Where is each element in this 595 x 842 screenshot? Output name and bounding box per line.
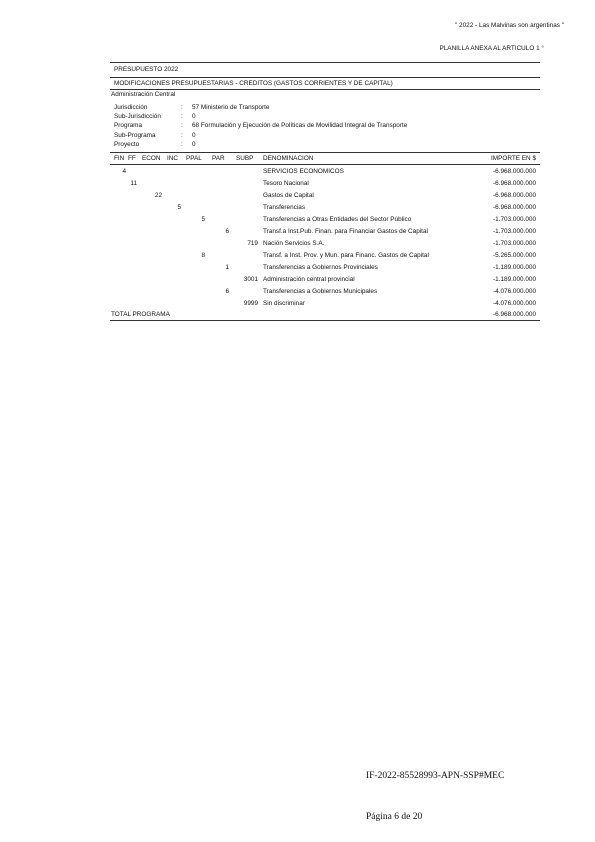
row-importe: -1.703.000.000: [493, 228, 536, 235]
row-importe: -6.968.000.000: [493, 192, 536, 199]
col-ff: FF: [128, 155, 136, 162]
info-separator: :: [181, 104, 183, 111]
col-inc: INC: [167, 155, 179, 162]
row-denominacion: Sin discriminar: [263, 300, 305, 307]
row-code: 8: [201, 252, 205, 259]
info-label: Programa: [114, 122, 143, 130]
page-number: Página 6 de 20: [366, 812, 423, 822]
row-code: 6: [225, 228, 229, 235]
row-denominacion: Gastos de Capital: [263, 192, 314, 199]
row-denominacion: Transferencias: [263, 204, 306, 211]
divider: [110, 77, 540, 78]
col-fin: FIN: [114, 155, 125, 162]
info-value: 57 Ministerio de Transporte: [192, 104, 270, 111]
row-importe: -4.076.000.000: [493, 300, 536, 307]
info-label: Proyecto: [114, 140, 140, 148]
info-label: Sub-Jurisdicción: [114, 113, 161, 121]
row-code: 1: [225, 264, 229, 271]
col-econ: ECON: [142, 155, 161, 162]
divider: [110, 89, 540, 90]
row-denominacion: Administración central provincial: [263, 276, 355, 283]
row-importe: -1.703.000.000: [493, 240, 536, 247]
col-subp: SUBP: [236, 155, 254, 162]
section-title: MODIFICACIONES PRESUPUESTARIAS - CREDITOS (GASTOS CORRIENTES Y DE CAPITAL): [114, 80, 393, 87]
admin-label: Administración Central: [111, 91, 176, 98]
annex-title: PLANILLA ANEXA AL ARTICULO 1 °: [439, 45, 544, 52]
col-par: PAR: [212, 155, 225, 162]
row-denominacion: Nación Servicios S.A.: [263, 240, 325, 247]
row-importe: -5.265.000.000: [493, 252, 536, 259]
row-code: 5: [177, 204, 181, 211]
row-denominacion: Transferencias a Gobiernos Municipales: [263, 288, 378, 295]
info-separator: :: [181, 140, 183, 148]
info-value: 0: [192, 113, 196, 121]
row-denominacion: Transferencias a Gobiernos Provinciales: [263, 264, 378, 271]
row-code: 5: [201, 216, 205, 223]
col-denominacion: DENOMINACION: [263, 155, 314, 162]
motto-text: " 2022 - Las Malvinas son argentinas ": [455, 22, 564, 29]
row-code: 22: [154, 192, 162, 199]
total-amount: -6.968.000.000: [493, 311, 536, 318]
total-label: TOTAL PROGRAMA: [111, 311, 170, 318]
row-denominacion: Transf. a Inst. Prov. y Mun. para Financ. Gastos de Capital: [263, 252, 429, 259]
row-importe: -1.189.000.000: [493, 276, 536, 283]
info-value: 68 Formulación y Ejecución de Políticas de Movilidad Integral de Transporte: [192, 122, 408, 130]
row-importe: -6.968.000.000: [493, 204, 536, 211]
row-denominacion: Tesoro Nacional: [263, 180, 309, 187]
info-value: 0: [192, 140, 196, 148]
info-label: Jurisdicción: [114, 104, 148, 111]
row-code: 3001: [243, 276, 258, 283]
row-importe: -1.703.000.000: [493, 216, 536, 223]
col-importe: IMPORTE EN $: [491, 155, 536, 162]
row-importe: -6.968.000.000: [493, 168, 536, 175]
info-separator: :: [181, 122, 183, 130]
document-id: IF-2022-85528993-APN-SSP#MEC: [366, 771, 505, 781]
row-importe: -6.968.000.000: [493, 180, 536, 187]
row-code: 4: [122, 168, 126, 175]
row-code: 719: [247, 240, 258, 247]
row-importe: -1.189.000.000: [493, 264, 536, 271]
row-code: 9999: [243, 300, 258, 307]
info-separator: :: [181, 131, 183, 139]
divider: [110, 152, 540, 153]
info-value: 0: [192, 131, 196, 139]
budget-title: PRESUPUESTO 2022: [114, 66, 179, 73]
info-label: Sub-Programa: [114, 131, 156, 139]
divider: [110, 62, 540, 63]
divider: [110, 320, 540, 321]
row-denominacion: Transf.a Inst.Pub. Finan. para Financiar Gastos de Capital: [263, 228, 428, 235]
row-denominacion: Transferencias a Otras Entidades del Sector Público: [263, 216, 412, 223]
row-importe: -4.076.000.000: [493, 288, 536, 295]
row-code: 11: [130, 180, 137, 187]
row-denominacion: SERVICIOS ECONOMICOS: [263, 168, 344, 175]
info-separator: :: [181, 113, 183, 121]
row-code: 6: [225, 288, 229, 295]
divider: [110, 164, 540, 165]
col-ppal: PPAL: [186, 155, 202, 162]
